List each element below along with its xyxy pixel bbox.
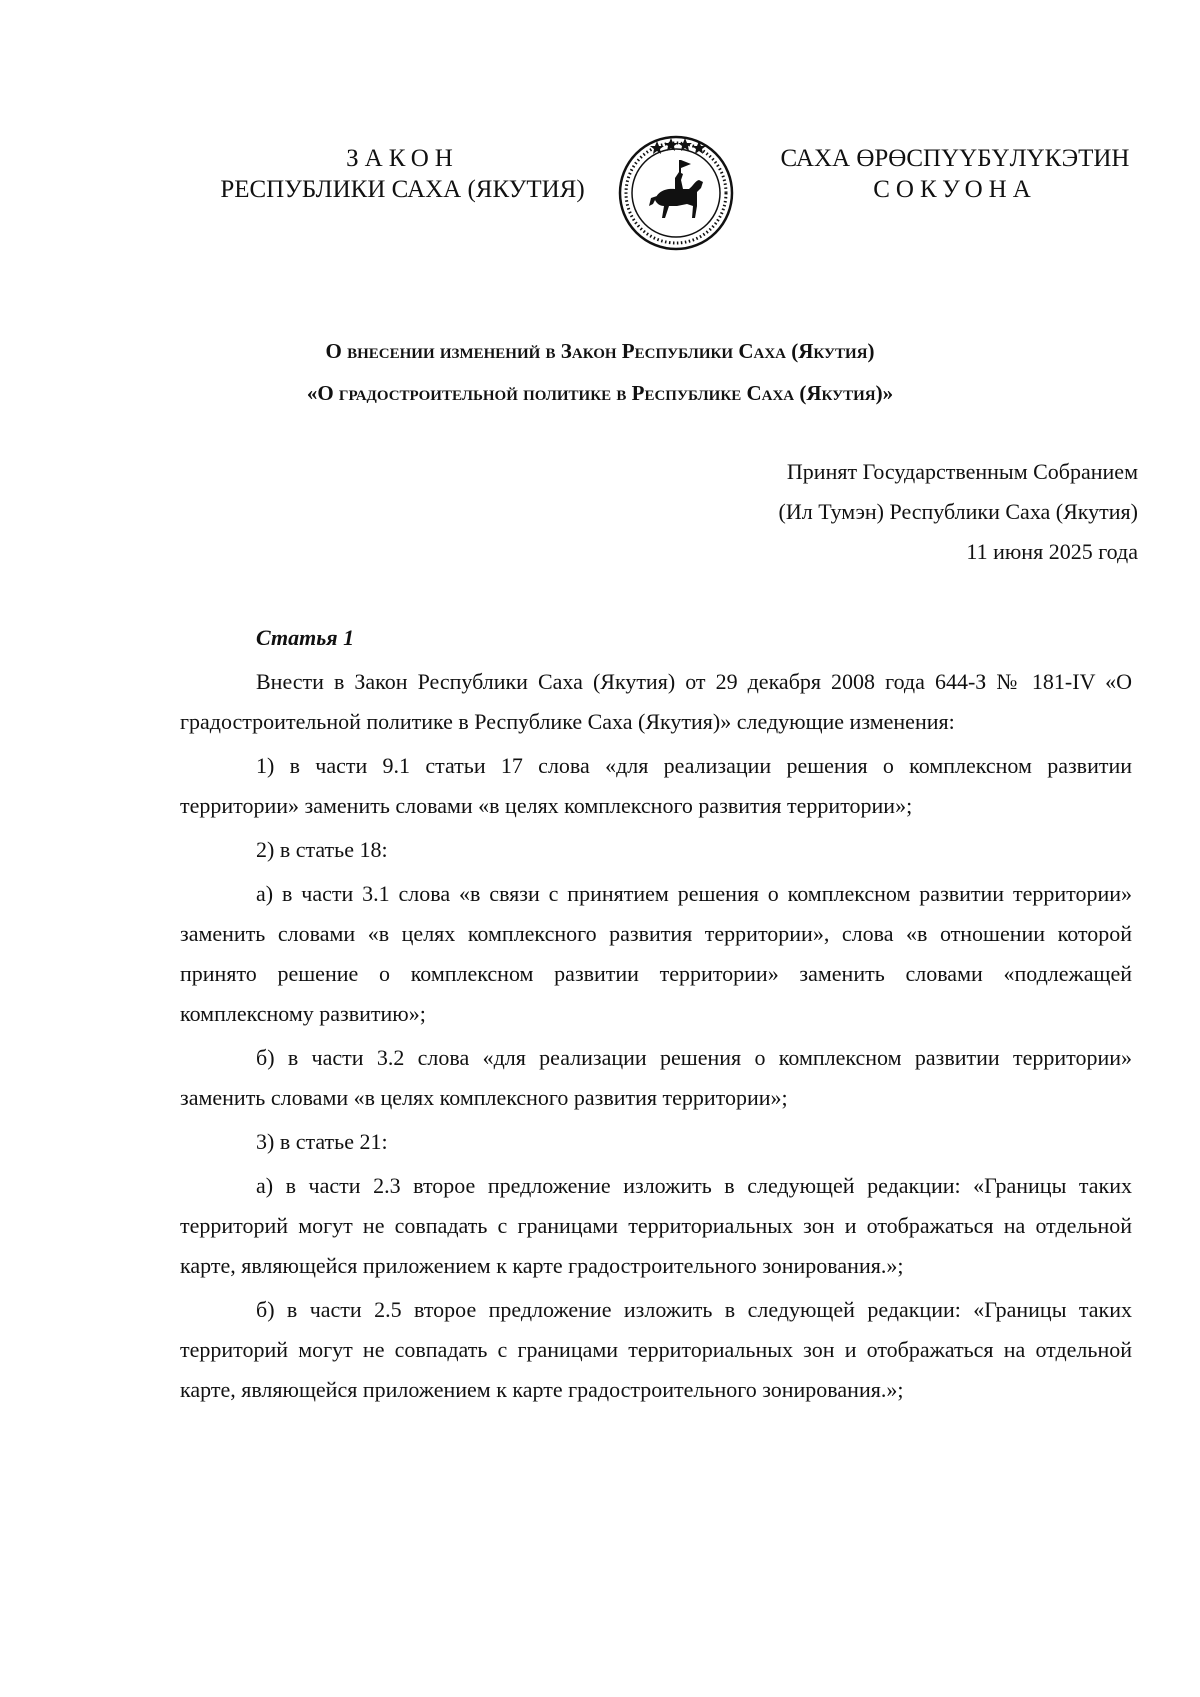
adopted-line2: (Ил Тумэн) Республики Саха (Якутия) <box>778 499 1138 524</box>
document-body <box>180 618 1132 1414</box>
header-left-line2: РЕСПУБЛИКИ САХА (ЯКУТИЯ) <box>220 176 585 203</box>
title-line1: О внесении изменений в Закон Республики Саха (Якутия) <box>325 339 875 363</box>
paragraph: 3) в статье 21: <box>256 1129 388 1154</box>
paragraph: б) в части 3.2 слова «для реализации решения о комплексном развитии территории» заменить словами «в целях комплексного развития территории»; <box>180 1045 1132 1110</box>
emblem-icon <box>617 134 735 252</box>
paragraph: а) в части 3.1 слова «в связи с принятием решения о комплексном развитии территории» заменить словами «в целях комплексного развития территории», слова «в отношении которой принято решение о комплексном развитии территории» заменить словами «подлежащей комплексному развитию»; <box>180 881 1132 1026</box>
adopted-date: 11 июня 2025 года <box>966 539 1138 564</box>
adopted-line1: Принят Государственным Собранием <box>786 459 1138 484</box>
header-right-line2: СОКУОНА <box>873 176 1037 203</box>
header-right-line1: САХА ӨРӨСПҮҮБҮЛҮКЭТИН <box>780 145 1130 172</box>
adopted-block <box>538 452 1138 572</box>
paragraph: 1) в части 9.1 статьи 17 слова «для реализации решения о комплексном развитии территории» заменить словами «в целях комплексного развития территории»; <box>180 753 1132 818</box>
header-left <box>215 143 590 205</box>
paragraph: а) в части 2.3 второе предложение изложить в следующей редакции: «Границы таких территорий могут не совпадать с границами территориальных зон и отображаться на отдельной карте, являющейся приложением к карте градостроительного зонирования.»; <box>180 1173 1132 1278</box>
document-title <box>150 330 1050 414</box>
title-line2: «О градостроительной политике в Республике Саха (Якутия)» <box>306 381 894 405</box>
paragraph: 2) в статье 18: <box>256 837 388 862</box>
article-heading: Статья 1 <box>256 625 355 650</box>
paragraph: Внести в Закон Республики Саха (Якутия) от 29 декабря 2008 года 644-З № 181-IV «О градостроительной политике в Республике Саха (Якутия)» следующие изменения: <box>180 669 1132 734</box>
paragraph: б) в части 2.5 второе предложение изложить в следующей редакции: «Границы таких территорий могут не совпадать с границами территориальных зон и отображаться на отдельной карте, являющейся приложением к карте градостроительного зонирования.»; <box>180 1297 1132 1402</box>
header-right <box>775 143 1135 205</box>
header-left-line1: ЗАКОН <box>346 145 459 172</box>
